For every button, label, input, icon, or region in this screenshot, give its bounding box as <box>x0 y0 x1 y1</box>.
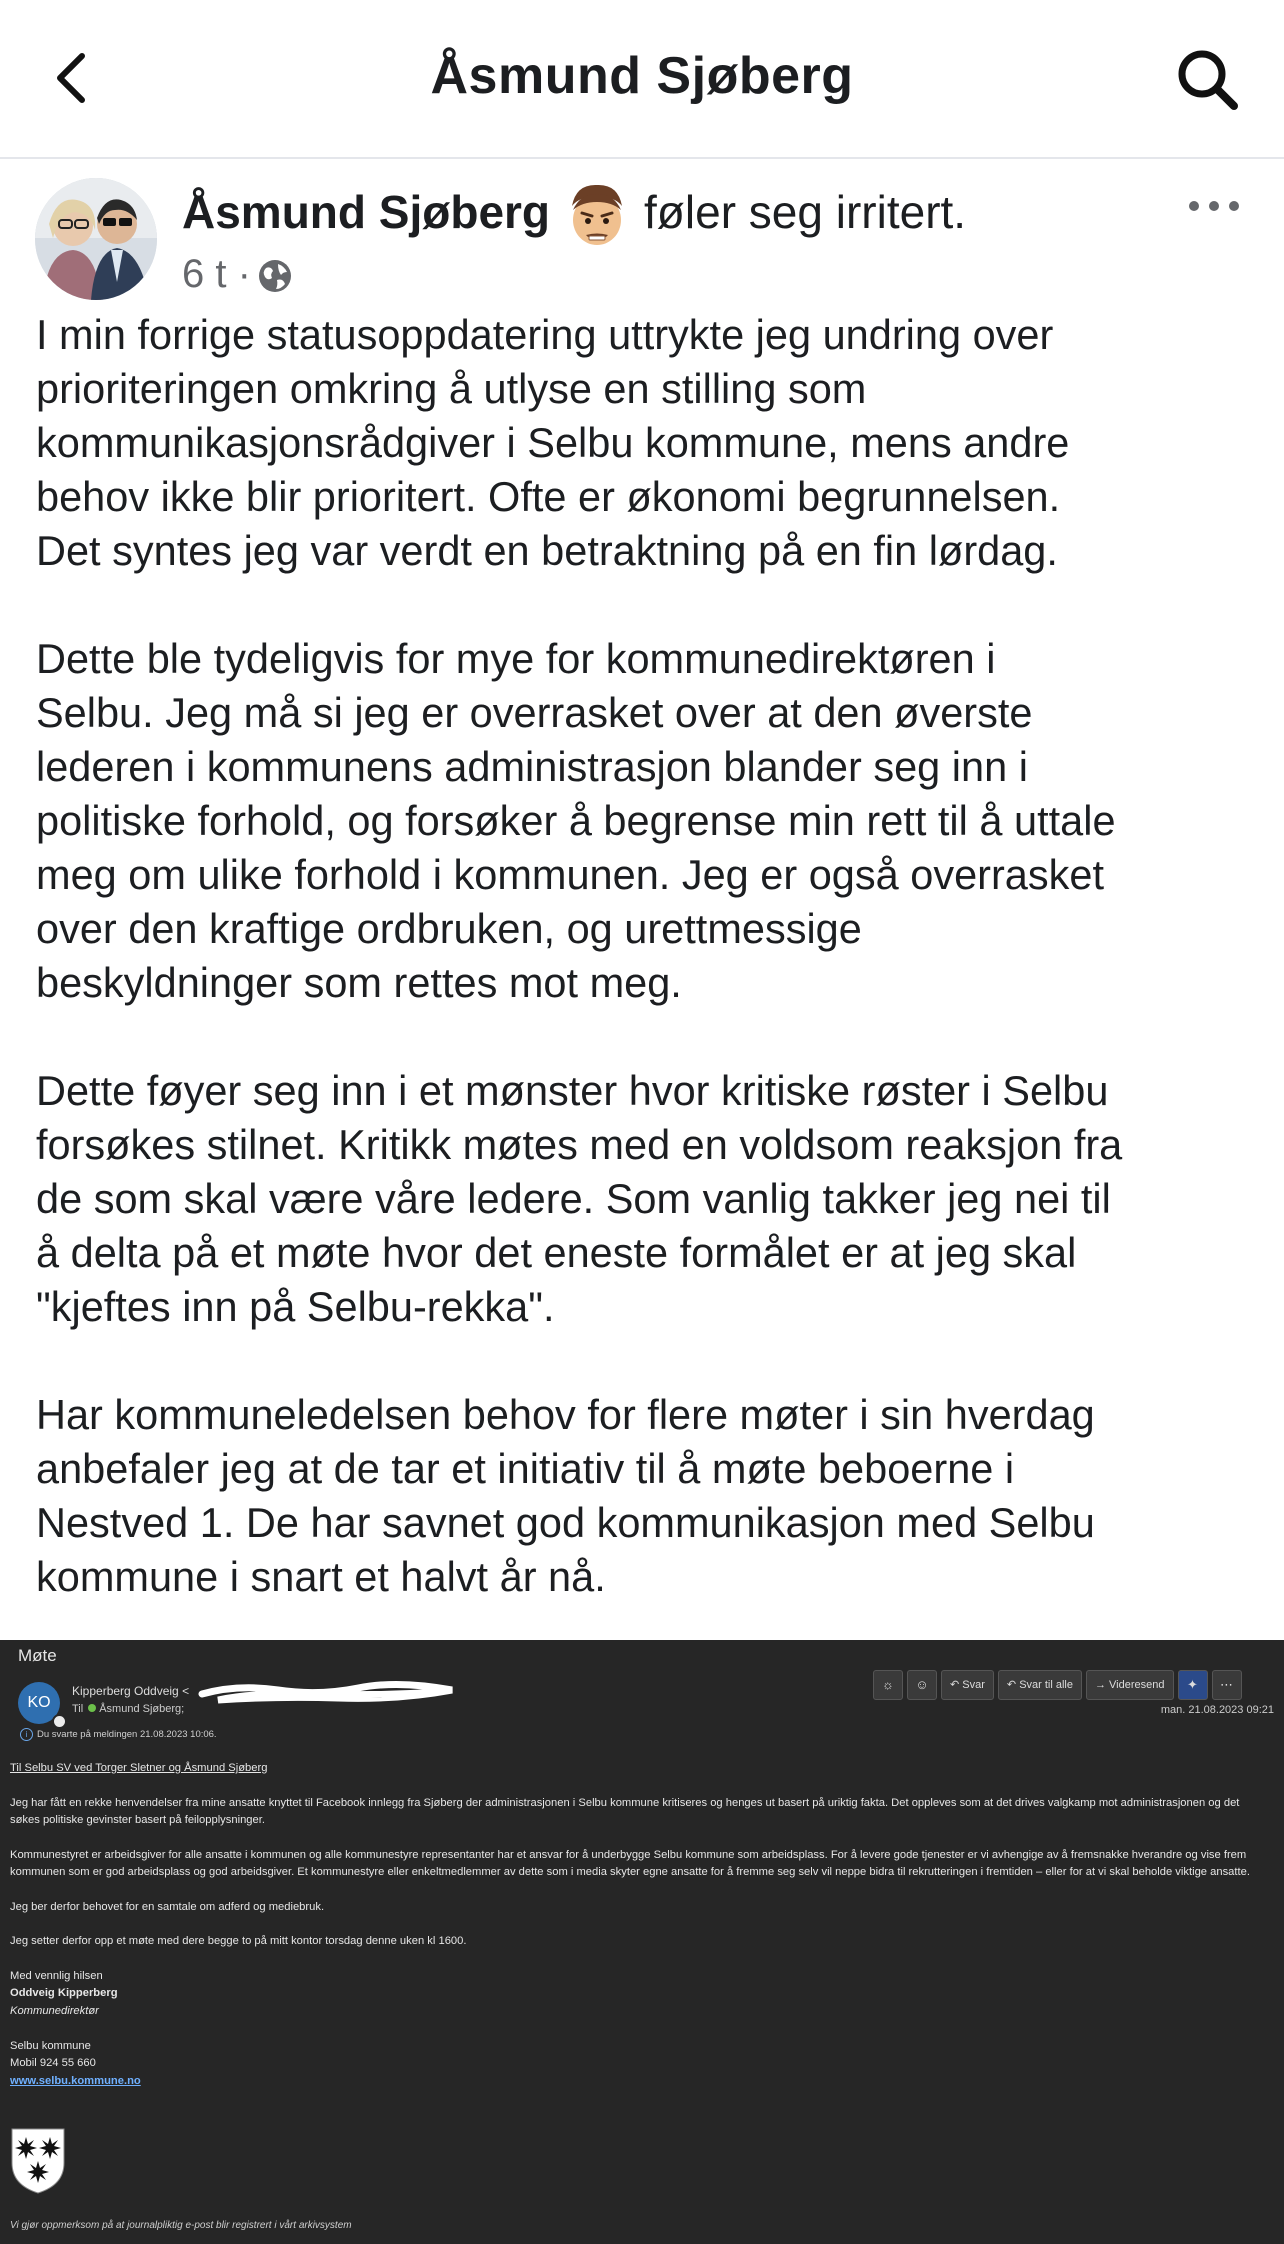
search-icon[interactable] <box>1174 46 1244 116</box>
sender-avatar: KO <box>18 1682 60 1724</box>
redaction-scribble <box>198 1678 458 1708</box>
teams-icon[interactable]: ✦ <box>1178 1670 1208 1700</box>
reply-button[interactable] <box>941 1670 994 1700</box>
reply-all-label: Svar til alle <box>1019 1679 1073 1691</box>
paragraph-gap <box>36 1334 1266 1388</box>
signature-gap <box>10 2020 1270 2038</box>
reply-all-button[interactable] <box>998 1670 1082 1700</box>
post-text <box>36 308 1266 1604</box>
email-salutation: Til Selbu SV ved Torger Sletner og Åsmund Sjøberg <box>10 1762 268 1774</box>
top-nav-bar <box>0 0 1284 159</box>
post-paragraph: Har kommuneledelsen behov for flere møter i sin hverdag anbefaler jeg at de tar et initiativ til å møte beboerne i Nestved 1. De har savnet god kommunikasjon med Selbu kommune i snart et halvt år nå. <box>36 1391 1095 1600</box>
email-body <box>10 1760 1270 2090</box>
page-title: Åsmund Sjøberg <box>430 47 854 105</box>
forward-button[interactable] <box>1086 1670 1174 1700</box>
more-actions-icon[interactable]: ⋯ <box>1212 1670 1242 1700</box>
post-paragraph: Dette ble tydeligvis for mye for kommunedirektøren i Selbu. Jeg må si jeg er overrasket over at den øverste lederen i kommunens administrasjon blander seg inn i politiske forhold, og forsøker å begrense min rett til å uttale meg om ulike forhold i kommunen. Jeg er også overrasket over den kraftige ordbruken, og urettmessige beskyldninger som rettes mot meg. <box>36 635 1116 1006</box>
annoyed-face-emoji-icon <box>562 180 632 250</box>
meta-separator: · <box>237 252 251 296</box>
signature-name: Oddveig Kipperberg <box>10 1987 118 1999</box>
post-header <box>182 180 966 250</box>
to-name: Åsmund Sjøberg; <box>99 1703 185 1715</box>
signature-org: Selbu kommune <box>10 2039 91 2052</box>
to-label: Til <box>72 1703 84 1715</box>
reply-all-icon: ↶ <box>1006 1679 1020 1691</box>
feeling-text: føler seg irritert. <box>644 186 967 238</box>
email-paragraph: Jeg ber derfor behovet for en samtale om adferd og mediebruk. <box>10 1900 325 1913</box>
post-time[interactable]: 6 t <box>182 252 227 296</box>
author-name[interactable]: Åsmund Sjøberg <box>182 186 551 238</box>
email-to <box>72 1703 184 1715</box>
paragraph-gap <box>36 578 1266 632</box>
email-paragraph: Jeg har fått en rekke henvendelser fra mine ansatte knyttet til Facebook innlegg fra Sjøberg der administrasjonen i Selbu kommune kritiseres og henges ut basert på uriktig fakta. Det oppleves som at det drives valgkamp mot administrasjonen og det søkes politiske gevinster basert på feilopplysninger. <box>10 1796 1240 1826</box>
sun-icon[interactable]: ☼ <box>873 1670 903 1700</box>
presence-dot <box>52 1714 67 1729</box>
recipient-status-dot <box>88 1704 96 1712</box>
signature-mobile: Mobil 924 55 660 <box>10 2057 96 2069</box>
signature-title: Kommunedirektør <box>10 2004 99 2017</box>
email-toolbar <box>873 1670 1242 1698</box>
email-paragraph: Jeg setter derfor opp et møte med dere begge to på mitt kontor torsdag denne uken kl 1600. <box>10 1935 467 1947</box>
email-subject: Møte <box>18 1646 57 1665</box>
website-link[interactable]: www.selbu.kommune.no <box>10 2074 141 2087</box>
more-options-icon[interactable] <box>1184 186 1244 226</box>
emoji-reaction-icon[interactable]: ☺ <box>907 1670 937 1700</box>
email-paragraph: Kommunestyret er arbeidsgiver for alle ansatte i kommunen og alle kommunestyre representanter har et ansvar for å underbygge Selbu kommune som arbeidsplass. For å levere gode tjenester er vi avhengige av å fremsnakke hverandre og vise frem kommunen som er god arbeidsplass og god arbeidsgiver. Et kommunestyre eller enkeltmedlemmer av dette som i media skyter egne ansatte for å fremme seg selv vil neppe bidra til rekrutteringen i fremtiden – eller for at vi skal beholde viktige ansatte. <box>10 1848 1250 1878</box>
post-paragraph: Dette føyer seg inn i et mønster hvor kritiske røster i Selbu forsøkes stilnet. Kritikk møtes med en voldsom reaksjon fra de som skal være våre ledere. Som vanlig takker jeg nei til å delta på et møte hvor det eneste formålet er at jeg skal "kjeftes inn på Selbu-rekka". <box>36 1067 1123 1330</box>
post-paragraph: I min forrige statusoppdatering uttrykte jeg undring over prioriteringen omkring å utlyse en stilling som kommunikasjonsrådgiver i Selbu kommune, mens andre behov ikke blir prioritert. Ofte er økonomi begrunnelsen. Det syntes jeg var verdt en betraktning på en fin lørdag. <box>36 311 1070 574</box>
author-avatar[interactable] <box>35 178 157 300</box>
reply-icon: ↶ <box>950 1679 963 1691</box>
forward-label: Videresend <box>1109 1679 1165 1691</box>
email-screenshot[interactable] <box>0 1640 1284 2244</box>
replied-text: Du svarte på meldingen 21.08.2023 10:06. <box>37 1729 217 1740</box>
paragraph-gap <box>36 1010 1266 1064</box>
email-closing: Med vennlig hilsen <box>10 1969 103 1982</box>
info-icon: i <box>20 1728 33 1741</box>
email-date: man. 21.08.2023 09:21 <box>1160 1704 1274 1716</box>
post-meta <box>182 252 293 297</box>
email-footer-notice: Vi gjør oppmerksom på at journalpliktig e-post blir registrert i vårt arkivsystem <box>10 2220 352 2231</box>
forward-icon: → <box>1094 1679 1110 1691</box>
replied-notice <box>20 1728 217 1741</box>
globe-icon <box>257 258 293 294</box>
reply-label: Svar <box>962 1679 985 1691</box>
email-from: Kipperberg Oddveig < <box>72 1684 190 1698</box>
selbu-coat-of-arms-icon <box>10 2127 66 2195</box>
